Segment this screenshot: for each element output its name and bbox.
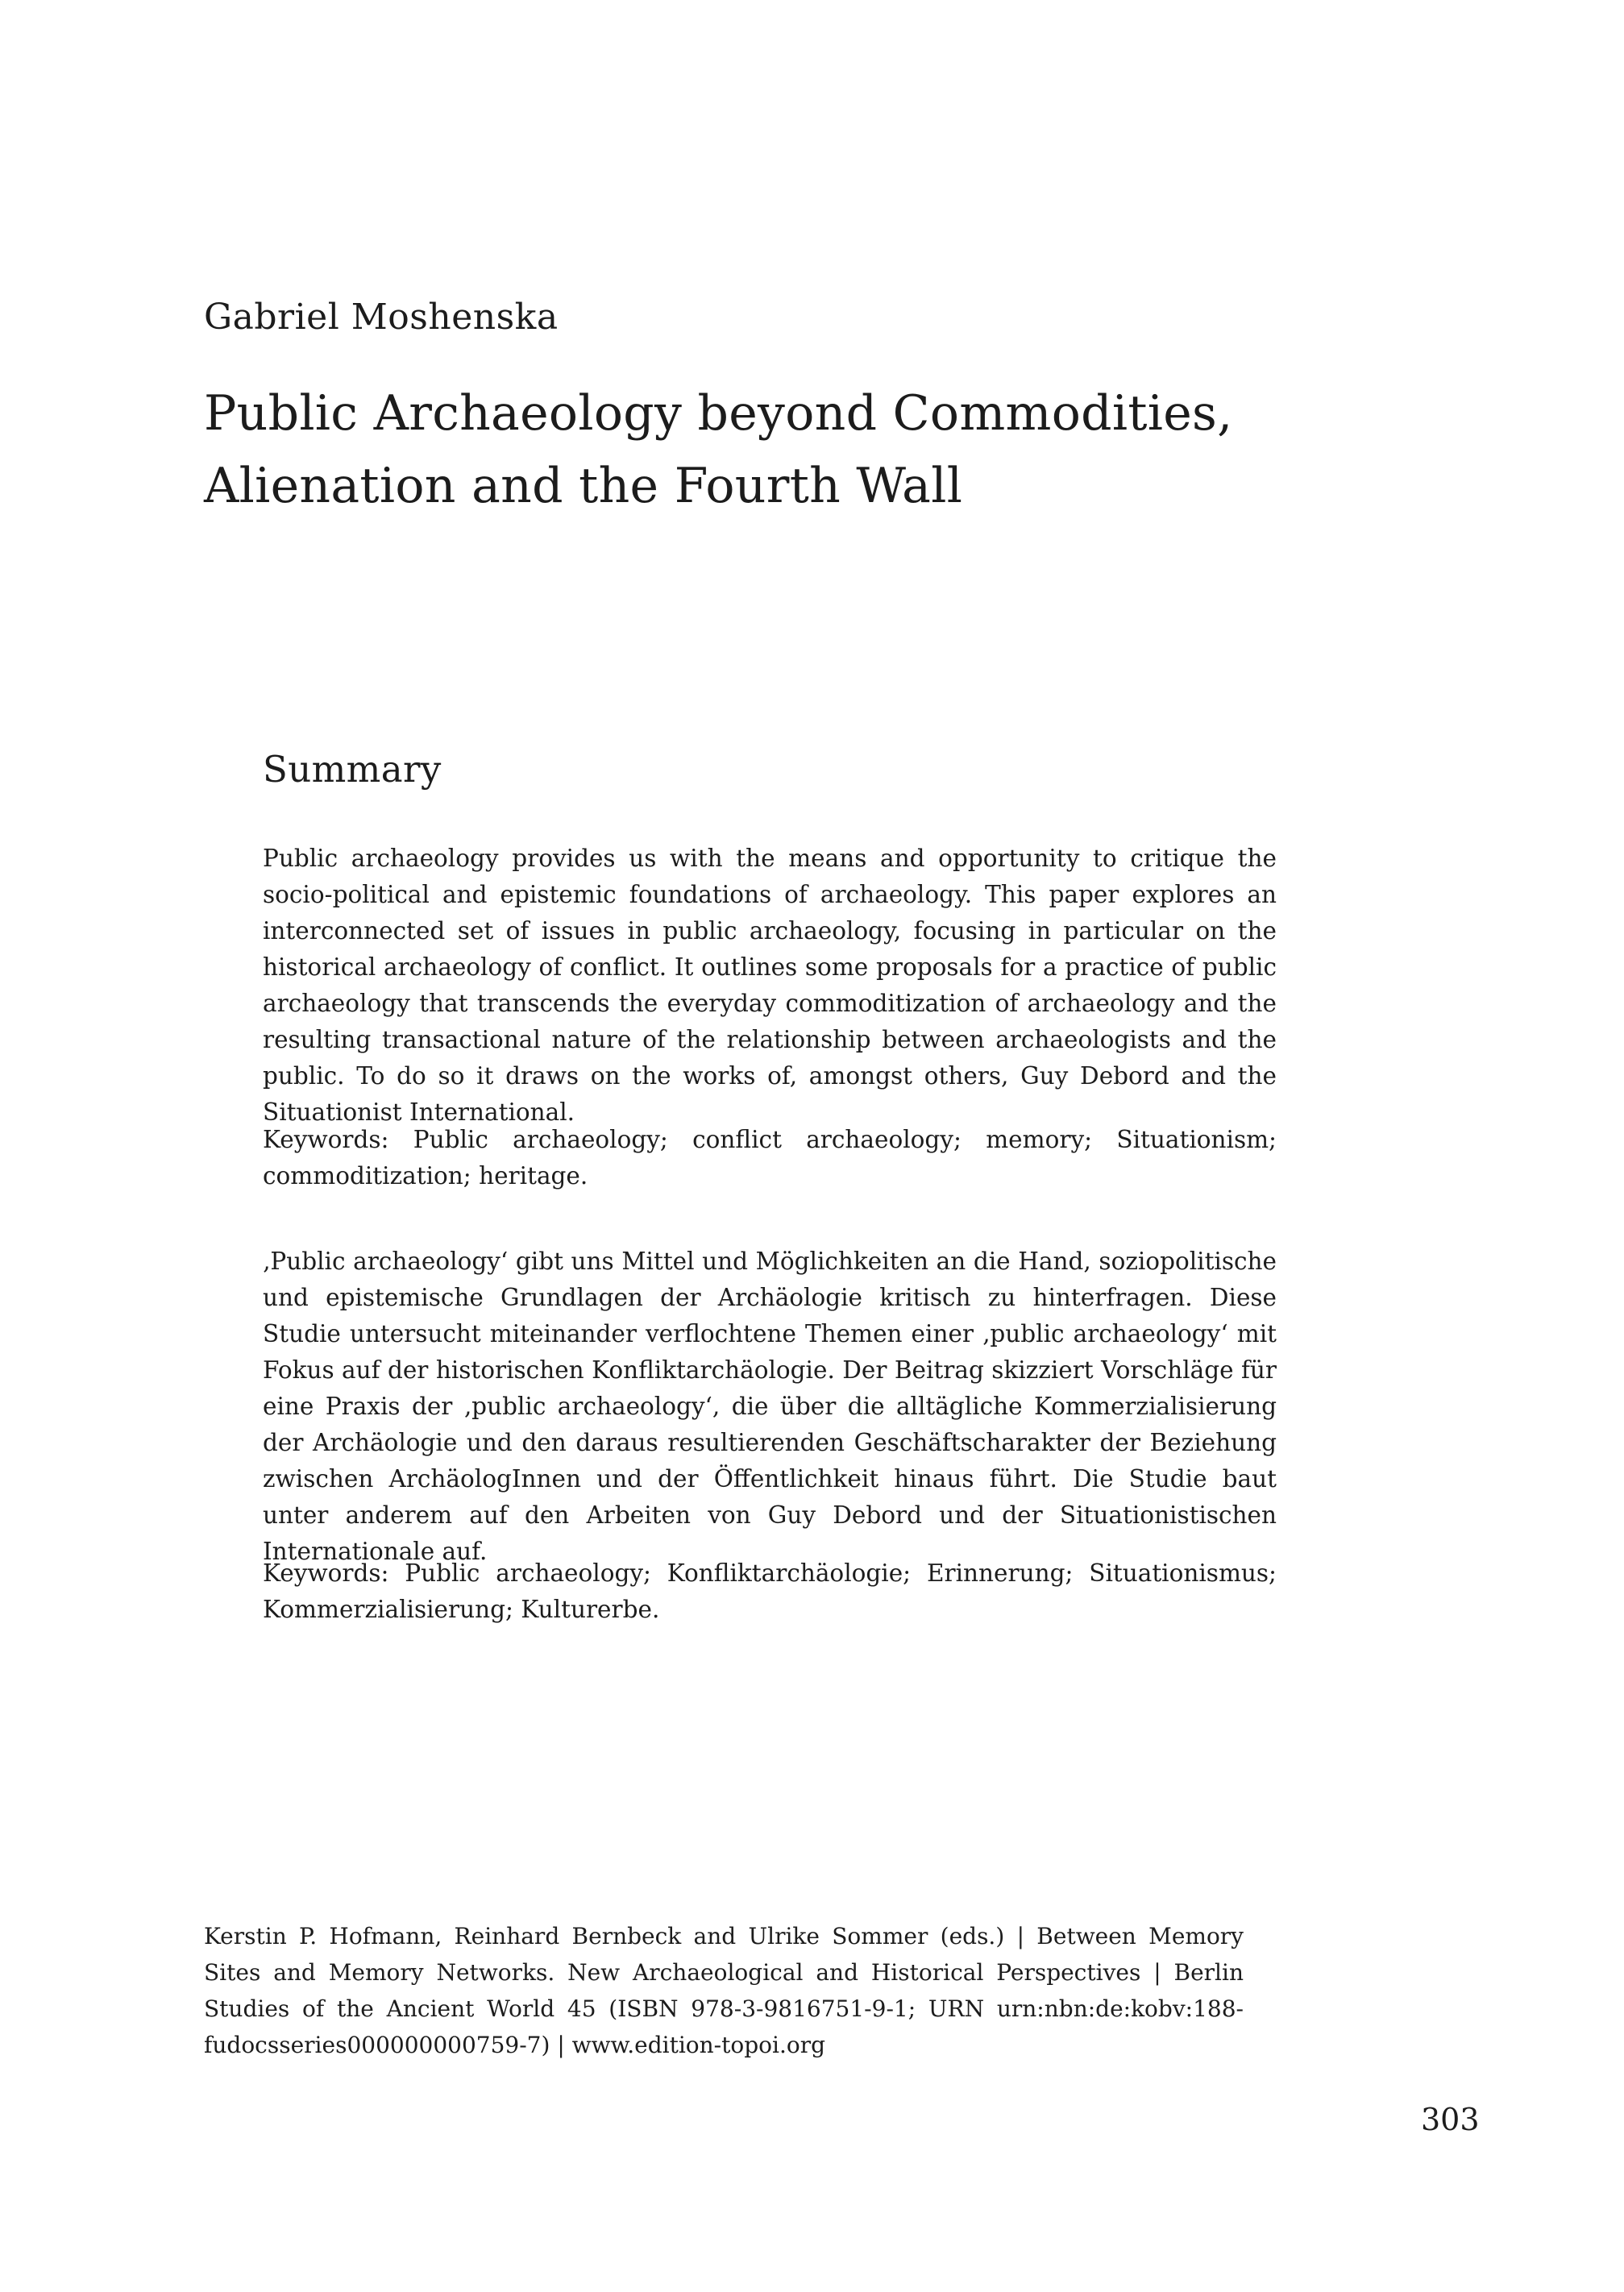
footer-citation: Kerstin P. Hofmann, Reinhard Bernbeck and Ulrike Sommer (eds.) | Between Memory Sites and Memory Networks. New Archaeological and Historical Perspectives | Berlin Studies of the Ancient World 45 (ISBN 978-3-9816751-9-1; URN urn:nbn:de:kobv:188-fudocsseries000000000759-7) | www.edition-topoi.org	[204, 1923, 1244, 2058]
abstract-german: ‚Public archaeology‘ gibt uns Mittel und Möglichkeiten an die Hand, soziopolitische und epistemische Grundlagen der Archäologie kritisch zu hinterfragen. Diese Studie untersucht miteinander verflochtene Themen einer ‚public archaeology‘ mit Fokus auf der historischen Konfliktarchäologie. Der Beitrag skizziert Vorschläge für eine Praxis der ‚public archaeology‘, die über die alltägliche Kommerzialisierung der Archäologie und den daraus resultierenden Geschäftscharakter der Beziehung zwischen ArchäologInnen und der Öffentlichkeit hinaus führt. Die Studie baut unter anderem auf den Arbeiten von Guy Debord und der Situationistischen Internationale auf.	[263, 1248, 1277, 1565]
page-number: 303	[1421, 2102, 1480, 2137]
paper-title: Public Archaeology beyond Commodities, Alienation and the Fourth Wall	[204, 385, 1233, 514]
keywords-german: Keywords: Public archaeology; Konfliktarchäologie; Erinnerung; Situationismus; Kommerzialisierung; Kulturerbe.	[263, 1559, 1277, 1623]
keywords-english: Keywords: Public archaeology; conflict archaeology; memory; Situationism; commoditization; heritage.	[263, 1126, 1277, 1190]
abstract-english: Public archaeology provides us with the means and opportunity to critique the socio-political and epistemic foundations of archaeology. This paper explores an interconnected set of issues in public archaeology, focusing in particular on the historical archaeology of conflict. It outlines some proposals for a practice of public archaeology that transcends the everyday commoditization of archaeology and the resulting transactional nature of the relationship between archaeologists and the public. To do so it draws on the works of, amongst others, Guy Debord and the Situationist International.	[263, 845, 1277, 1126]
summary-heading: Summary	[263, 748, 442, 791]
author-name: Gabriel Moshenska	[204, 297, 559, 338]
